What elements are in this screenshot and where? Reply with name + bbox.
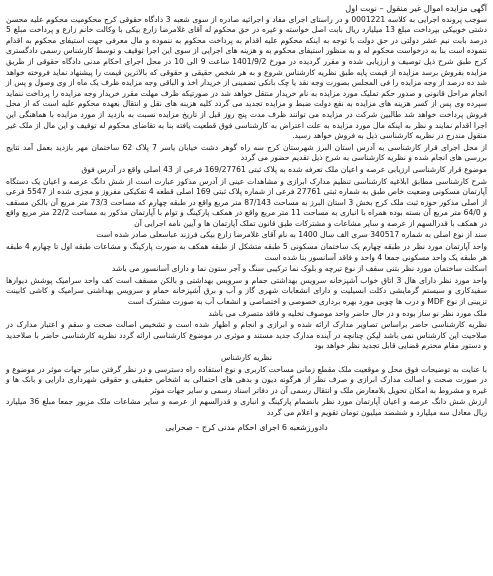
expert-opinion-heading: نظریه کارشناس [221, 353, 272, 362]
disclaimer-paragraph: نظریه کارشناسی حاضر براساس تصاویر مدارک ارائه شده و ابرازی و انجام و اظهار شده است و تشخیص اصالت صحت و سقم و اعتبار مدارک در صلاحیت این کارشناس نمی باشد لیکن چنانچه در آینده مدارک جدید مستند و موثری در موضوع کارشناسی ارائه گردد نظریه کارشناسی حاضر با صلاحدید و دستور مقام محترم قضایی قابل تجدید نظر خواهد بود [6, 320, 487, 351]
structure-paragraph: اسکلت ساختمان مورد نظر بتنی سقف از نوع تیرچه و بلوک نما ترکیبی سنگ و آجر ستون نما و دارای آسانسور می باشد [111, 264, 487, 274]
valuation-basis-paragraph: با عنایت به توضیحات فوق محل و موقعیت ملک مقطع زمانی مساحت کاربری و نوع استفاده راه دسترسی و در نظر گرفتن سایر جهات موثر در موضوع و در صورت صحت و اصالت مدارک ابرازی و صرف نظر از هرگونه دیون و بدهی های احتمالی به اشخاص حقیقی و حقوقی شهرداری دارایی و بانک ها و غیره و مشروط به امکان تحویل بلامعارض ملک و انتقال رسمی آن در دفاتر اسناد رسمی و سایر جهات موثر [6, 364, 487, 395]
unit-features-paragraph: واحد مورد نظر دارای هال 3 اتاق خواب آشپزخانه سرویس بهداشتی حمام و سرویس بهداشتی و بالکن مسقف است کف واحد سرامیک پوشش دیوارها سفیدکاری و سیستم گرمایشی دکلت ابسیلیت و دارای انشعابات شهری گاز و آب و برق آشپزخانه حمام و سرویس بهداشتی سرامیک و کاشی کابینت تزیینی از نوع MDF و درب ها چوبی مورد بهره برداری خصوصی و اختصاصی و انشعاب آب به صورت مشترک است [6, 275, 487, 307]
property-description-paragraph: شرح کارشناسی مطابق ابلاغیه کارشناسی تنظیم مدارک ابرازی و مشاهدات عینی از آدرس مذکور عبارت است از شش دانگ عرصه و اعیان یک دستگاه آپارتمان مسکونی وضعیت خاص طبق به شماره ثبتی 27761 فرعی از شماره پلاک ثبتی 169 اصلی قطعه 4 تفکیکی مفروز و مجزی شده از 5547 فرعی از اصلی مذکور حوزه ثبت ملک کرج بخش 3 استان البرز به مساحت 87/143 متر مربع واقع در طبقه چهارم که مساحت 73/3 متر مربع آن بالکن مسقف و 64/0 متر مربع آن بسته بوده همراه با انباری به مساحت 11 متر مربع واقع در همکف پارکینگ و توام با آپارتمان مذکور به مساحت 22/2 متر مربع واقع در همکف با قدرالسهم از عرصه و سایر مشاعات و مشترکات طبق قانون تملک آپارتمان ها و آیین نامه اجرایی آن [6, 176, 487, 228]
inspection-address-paragraph: از محل اجرای قرار کارشناسی به آدرس استان البرز شهرستان کرج سه راه گوهر دشت خیابان یاسر 7 پلاک 62 ساختمان مهر بازدید بعمل آمد نتایج بررسی های انجام شده و نظریه کارشناسی به شرح ذیل تقدیم حضور می گردد [6, 142, 487, 163]
valuation-paragraph: ارزش شش دانگ عرصه و اعیان آپارتمان مورد نظر بانضمام پارکینگ و انباری و قدرالسهم از عرصه و سایر مشاعات ملک مزبور جمعا مبلغ 36 میلیارد ریال معادل سه میلیارد و ششصد میلیون تومان تقویم و اعلام می گردد [6, 397, 487, 417]
subject-paragraph: موضوع قرار کارشناسی ارزیابی عرصه و اعیان ملک تعرفه شده به پلاک ثبتی 169/27761 فرعی از 43 اصلی واقع در آدرس فوق [81, 164, 487, 174]
building-paragraph: واحد آپارتمان مورد نظر در طبقه چهارم یک ساختمان مسکونی 5 طبقه متشکل از طبقه همکف به صورت پارکینگ و مشاعات طبقه اول تا چهارم 4 طبقه هر طبقه یک واحد مسکونی جمعا 4 واحد و فاقد آسانسور بنا شده است [6, 242, 487, 262]
occupancy-paragraph: ملک مورد نظر نو ساز بوده و در حال حاضر واحد موصوف تخلیه و فاقد متصرف می باشد [208, 308, 487, 318]
intro-paragraph: سوجب پرونده اجرایی به کلاسه 0001221 و در راستای اجرای مفاد و اجرائیه صادره از سوی شعبه 3 دادگاه حقوقی کرج محکومیت محکوم علیه محسن دشتی خوبیکی بپرداخت مبلغ 13 میلیارد ریال بابت اصل خواسته و غیره در حق محکوم له آقای غلامرضا زارع بیکی با وکالت خانم زارع و پرداخت مبلغ 5 درصد بابت نیم عشر دولتی در حق دولت با توجه به اینکه محکوم علیه اقدام به پرداخت محکوم به ننموده و مال معرفی جهت استیفای محکوم به اقدام ننموده است بنا به درخواست محکوم له و به منظور استیفای محکوم به و هزینه های اجرایی از سوی این اجرا توقیف و توسط کارشناس رسمی دادگستری کرج طبق شرح ذیل توصیف و ارزیابی شده و مقرر گردیده در مورخ 1401/9/2 ساعت 9 الی 10 در محل اجرای احکام مدنی دادگاه حقوقی از طریق مزایده بفروش برسد مزایده از قیمت پایه طبق نظریه کارشناس شروع و به هر شخص حقیقی و حقوقی که بالاترین قیمت را پیشنهاد نماید فروخته خواهد شد ده درصد از وجه مزایده را فی المجلس بصورت وجه نقد یا چک بانکی تضمینی از خریدار اخذ و الباقی وجه مزایده ظرف یک ماه از وی وصول و پس از انجام مراحل قانونی و صدور حکم تملیک مورد مزایده به نام خریدار منتقل خواهد شد در صورتیکه ظرف مهلت مقرر خریدار وجه مزایده را پرداخت ننماید سپرده وی پس از کسر هزینه های مزایده به نفع دولت ضبط و مزایده تجدید می گردد کلیه هزینه های نقل و انتقال بعهده محکوم علیه است که از محل فروش پرداخت خواهد شد طالبین شرکت در مزایده می توانند ظرف مدت پنج روز قبل از تاریخ مزایده نسبت به بازدید از مورد مزایده با هماهنگی این اجرا اقدام نمایند و نظر به اینکه مال مورد مزایده به علت اعتراض به کارشناسی فوق قطعیت یافته بنا به تقاضای محکوم له توقیف و این مال از ملک غیر منقول مندرج در نظریه کارشناسی ذیل به فروش خواهد رسید. [6, 14, 488, 141]
notice-title: آگهی مزایده اموال غیر منقول – نوبت اول [345, 3, 487, 13]
signature: دادورزشعبه 6 اجرای احکام مدنی کرج – صحرایی [165, 422, 328, 432]
deed-paragraph: سند از نوع اصلی به شماره 340517 سری الف سال 1400 به نام آقای غلامرضا زارع بیکی فرزند عباسعلی صادر شده است [96, 230, 487, 240]
